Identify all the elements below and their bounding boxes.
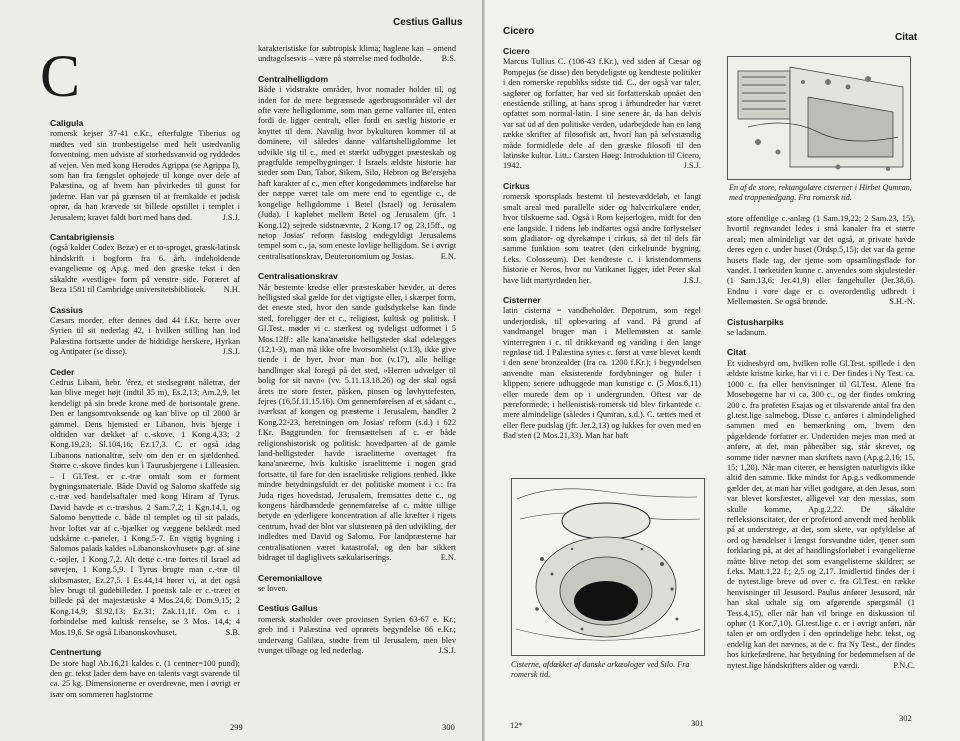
entry-body: (også kaldet Codex Bezæ) er et to-sproget, græsk-latinsk håndskrift i bogform fra 6. årh. indeholdende evangelierne og Ap.g. med den græske tekst i den såkaldte »vestlige« form på venstre side. Foræret af Beza 1581 til Cambridge universitetsbibliotek. bbox=[50, 243, 240, 295]
dictionary-entry bbox=[258, 44, 456, 65]
dictionary-entry bbox=[727, 347, 915, 671]
author-initials: E.N. bbox=[440, 251, 456, 261]
entry-text bbox=[727, 214, 915, 308]
figure-caption: En af de store, rektangulære cisterner i Hirbet Qumran, med trappenedgang. Fra romersk tid. bbox=[729, 183, 912, 202]
dictionary-entry bbox=[50, 232, 240, 295]
dictionary-entry bbox=[727, 317, 915, 339]
entry-text bbox=[503, 306, 701, 441]
left-column-1 bbox=[50, 118, 240, 709]
dictionary-entry bbox=[503, 181, 701, 286]
running-head-right: Citat bbox=[895, 32, 918, 43]
author-initials: N.H. bbox=[223, 285, 240, 295]
figure-caption: Cisterne, afdækket af danske arkæologer ved Silo. Fra romersk tid. bbox=[511, 660, 690, 679]
entry-text bbox=[258, 283, 456, 564]
entry-text bbox=[727, 359, 915, 671]
entry-headword: Centralisationskrav bbox=[258, 271, 338, 282]
entry-text bbox=[258, 584, 456, 594]
right-column-2 bbox=[727, 214, 915, 680]
dictionary-entry bbox=[50, 118, 240, 223]
author-initials: E.N. bbox=[440, 553, 456, 563]
cistern-drawing-icon bbox=[512, 479, 704, 655]
entry-body: romersk kejser 37-41 e.Kr., efterfulgte Tiberius og mødtes ved sin tronbestigelse med helt usædvanlig forventning, men udviste af storhedsvanvid og ryddedes af vejen. Ven med kong Herodes Agrippa (se Agrippa I), som han fra fængslet ophøjede til konge over dele af Palæstina, og af hvem han påvirkedes til gunst for jøderne. Han var på grænsen til at fremkalde et jødisk oprør, da han krævede sit billede opstillet i templet i Jerusalem; kravet faldt bort med hans død. bbox=[50, 129, 240, 222]
entry-headword: Centnertung bbox=[50, 647, 102, 658]
entry-body: Både i vidstrakte områder, hvor nomader holder til, og inden for de mere begrænsede agerbrugsområder vil der ofte være helligdomme, som man gerne valfarter til, enten fordi de ligger centralt, eller fordi en særlig historie er knyttet til dem. Navnlig hvor bykulturen kommer til at dominere, vil således danne valfartshelligdomme let udvikle sig til c., med et stærkt udbygget præsteskab og pragtfulde tempelbygninger. I Israels ældste historie har steder som Dan, Tabor, Sikem, Silo, Hebron og Be'ersjeba haft karakter af c., men efter kongedømmets indførelse har der næppe været tale om mere end to egentlige c., de kongelige helligdomme i Betel (Israel) og Jerusalem (Juda). I kapløbet mellem Betel og Jerusalem (jfr. 1 Kong.12) sejrede sidstnævnte, 2 Kong.17 og 23,15ff., og netop Josias' reform fastslog endegyldigt Jerusalems tempel som c., ja, som eneste lovlige helligdom. Se i øvrigt centralisationskrav, Deuteronomium og Josias. bbox=[258, 85, 456, 261]
entry-body: store offentlige c.-anlæg (1 Sam.19,22; 2 Sam.23, 15), hvortil regnvandet ledes i små kanaler fra et større areal; men almindeligt var det også, at private havde deres egen c. under huset (Ordsp.5,15); det var da gerne husets flade tag, der tjente som opsamlingsflade for vandet. I tørketiden kunne c. anvendes som skjulesteder (1 Sam.13,6; Jer.41,9) eller fangehuller (Jer.38,6). Endnu i vore dage er c. overordentlig udbredt i Mellemøsten. Se også brønde. bbox=[727, 214, 915, 307]
entry-headword: Ceremoniallove bbox=[258, 572, 322, 583]
entry-headword: Cirkus bbox=[503, 180, 530, 191]
entry-body: se ladanum. bbox=[727, 328, 767, 338]
author-initials: J.S.J. bbox=[683, 275, 701, 285]
entry-headword: Cantabrigiensis bbox=[50, 232, 115, 243]
entry-headword: Centralhelligdom bbox=[258, 73, 329, 84]
entry-body: Marcus Tullius C. (106-43 f.Kr.), ved siden af Cæsar og Pompejus (se disse) den betydeligste og kendteste politiker i den romerske republiks sidste tid. C., der også var taler, sagfører og forfatter, har ved sit forfatterskab opnået den enestående stilling, at hans sprog i århundreder har været opfattet som normal-latin. I sine senere år, da han delvis var sat ud af den politiske verden, udarbejdede han en lang række skrifter af filosofisk art, hvori han på selvstændig måde formidlede dele af den græske filosofi til den latinske kultur. Litt.: Carsten Høeg: Introduktion til Cicero, 1942. bbox=[503, 57, 701, 171]
entry-text bbox=[50, 243, 240, 295]
dictionary-entry bbox=[258, 603, 456, 656]
right-page bbox=[485, 0, 960, 741]
entry-headword: Cassius bbox=[50, 304, 83, 315]
author-initials: J.S.J. bbox=[683, 161, 701, 171]
entry-body: karakteristiske for subtropisk klima; haglene kan – omend undtagelsesvis – være på størrelse med fodbolde. bbox=[258, 44, 456, 64]
entry-text bbox=[50, 316, 240, 358]
author-initials: J.S.J. bbox=[222, 212, 240, 222]
dictionary-entry bbox=[258, 271, 456, 563]
right-column-1 bbox=[503, 46, 701, 451]
entry-body: Cæsars morder, efter dennes død 44 f.Kr. herre over Syrien til sit nederlag 42, i hvilken stilling han lod Palæstina fortsætte under de hidtidige herskere, Hyrkan og Antipater (se disse). bbox=[50, 315, 240, 357]
qumran-cistern-illustration bbox=[727, 56, 911, 180]
entry-body: Et vidnesbyrd om, hvilken rolle Gl.Test. spillede i den ældste kristne kirke, har vi i c. Der findes i Ny Test. ca. 1000 c. fra eller henvisninger til Gl.Test. Alene fra Mosebøgerne har vi ca. 300 c., og der findes omkring 200 c. fra profeten Esajas og et tilsvarende antal fra den gl.test.lige salmebog. Disse c. anføres i almindelighed sammen med en bemærkning om, hvem den pågældende forfatter er. Undertiden mejes man med at anføre, at det, man påberåber sig, står skrevet, og somme tider nævner man skriftets navn (Ap.g.2,16; 15, 15; 1,20). Når man citerer, er hensigten naturligvis ikke altid den samme. Ikke mindst for Ap.g.s vedkommende gælder det, at man har villet godtgøre, at den Jesus, som var blevet korsfæstet, alligevel var den messias, som skulle komme, Ap.g.2,22. De såkaldte refleksionscitater, der er profetord anvendt med henblik på at understrege, at det, som skete, var opfyldelse af ord og hændelser i længst forsvundne tider, tjener som forklaring på, at det af handlingsforløbet i evangelierne måtte blive netop det som evangelisterne skildrer; se f.eks. Matt.1,22 f.; 2,5 og 2,17. Imidlertid findes der i de nytest.lige breve ud over c. fra Gl.Test. en række henvisninger til Jesusord. Paulus anfører Jesusord, når han skal udtale sig om afgørende spørgsmål (1 Tess.4,15), eller når han vil bringe en diskussion til ophør (1 Kor.7,10). Gl.test.lige c. er i øvrigt anført, når talen er om ordlyden i den oprindelige hebr. tekst, og endelig kan det nævnes, at de c. fra Ny Test., der findes hos kirkefædrene, har betydning for bedømmelsen af de nytest.lige håndskrifters alder og værdi. bbox=[727, 358, 915, 670]
author-initials: B.S. bbox=[441, 54, 456, 64]
author-initials: J.S.J. bbox=[438, 645, 456, 655]
entry-text bbox=[727, 328, 915, 338]
entry-body: romersk sportsplads bestemt til hestevæddeløb, et langt smalt areal med parallelle sider og halvcirkulære ender, hvor tilskuerne sad. Også i Rom kejserlogen, midt for den ene langside. I tidens løb indførtes også andre forlystelser som gladiator- og dyrekampe i cirkus, så det til dels får samme funktion som teatret (den cirkelrunde bygning, f.eks. Colosseum). Det kendteste c. i kristendommens historie er Neros, hvor nu Vatikanet ligger, idet Peter skal have lidt martyrdøden her. bbox=[503, 192, 701, 285]
page-number: 299 bbox=[230, 722, 243, 732]
entry-headword: Cistusharpiks bbox=[727, 316, 784, 327]
dictionary-entry bbox=[503, 46, 701, 172]
author-initials: J.S.J. bbox=[222, 347, 240, 357]
entry-body: De store hagl Ab.16,21 kaldes c. (1 centner=100 pund); den gr. tekst lader dem have en talents vægt svarende til ca. 25 kg. Dimensionerne er overdrevne, men i øvrigt er især om sommeren haglstorme bbox=[50, 658, 240, 699]
dictionary-entry bbox=[50, 305, 240, 358]
entry-text bbox=[503, 192, 701, 286]
page-number: 301 bbox=[691, 718, 704, 728]
entry-headword: Cisterner bbox=[503, 294, 541, 305]
signature-mark: 12* bbox=[510, 720, 523, 730]
dictionary-entry bbox=[258, 74, 456, 262]
entry-text bbox=[50, 659, 240, 701]
running-head-left: Cicero bbox=[503, 26, 535, 37]
entry-headword: Cicero bbox=[503, 46, 530, 56]
entry-text bbox=[503, 57, 701, 171]
dictionary-entry bbox=[50, 647, 240, 700]
entry-headword: Ceder bbox=[50, 366, 75, 377]
dictionary-entry bbox=[727, 214, 915, 308]
dictionary-entry bbox=[258, 573, 456, 595]
entry-headword: Citat bbox=[727, 347, 747, 358]
page-number: 302 bbox=[899, 713, 912, 723]
author-initials: S.H.-N. bbox=[889, 297, 915, 307]
entry-body: se loven. bbox=[258, 583, 288, 593]
entry-body: Når bestemte kredse eller præsteskaber hævder, at deres helligsted skal gælde for det vigtigste eller, i skærpet form, det eneste sted, hvor den sande gudsdyrkelse kan finde sted, foreligger der et c., religiøst, kultisk og politisk. I Gl.Test. møder vi c. stærkest og tydeligst udformet i 5 Mos.12ff.: alle kana'anæiske helligsteder skal ødelægges (12,1-3), man må ikke ofre hvorsomhelst (v.13), ikke give tiende i de byer, hvor man bor (v.17), alle hellige handlinger skal foregå på det sted, »Herren udvælger til bolig for sit navn« (vv. 5.11.13.18.26) og der skal også årets tre store fester, påsken, pinsen og løvhyttefesten, fejres (16,5f.11.15.16). Om gennemførelsen af et sådant c., iværksat af kongen og præsterne i Jerusalem, handler 2 Kong.22-23, beretningen om Josias' reform (s.d.) i 622 f.Kr. Baggrunden for fremsættelsen af c. er både religionshistorisk og politisk: hovedparten af de gamle land-helligsteder havde israelitterne overtaget fra kana'anæerne, hvis kultiske israelitterne i nogen grad fortsatte, til fare for den israelitiske religions renhed. Ikke mindre betydningsfuldt er det politiske moment i c.: fra Juda riges hovedstad, Jerusalem, fremsattes dette c., og kongens hårdhændede gennemførelse af c. måtte tillige betyde en yderligere koncentration af alle kræfter i rigets centrum, hvad der blot var slutstenen på den udvikling, der indledtes med David og Salomo. For landpræsterne har centralisationen været katastrofal, og den har sikkert bidraget til dagliglivets sækulariserings. bbox=[258, 282, 456, 563]
entry-text bbox=[258, 85, 456, 262]
author-initials: P.N.C. bbox=[893, 660, 915, 670]
running-head: Cestius Gallus bbox=[393, 17, 463, 28]
left-column-2 bbox=[258, 44, 456, 665]
cistern-illustration bbox=[511, 478, 705, 656]
dictionary-entry bbox=[50, 367, 240, 639]
entry-text bbox=[258, 44, 456, 65]
dictionary-entry bbox=[503, 295, 701, 442]
author-initials: S.B. bbox=[225, 627, 240, 637]
entry-headword: Caligula bbox=[50, 118, 84, 128]
entry-text bbox=[50, 129, 240, 223]
entry-body: Cedrus Libani, hebr. 'érez, et stedsegrønt nåletræ, der kan blive meget højt (indtil 35 m), Es.2,13; Am.2,9, let kendeligt på sin brede krone med de horisontale grene. Den er langsomtvoksende og kan blive op til 2000 år gammel. Dens hjemsted er Libanon, hvis bjerge i oldtiden var dækket af c.-skove. 1 Kong.4,33; 2 Kong.19,23; Sl.104,16; Ez.17,3. C. er også idag Libanons nationaltræ, selv om den er en sjældenhed. Større c.-skove findes kun i Taurusbjergene i Lilleasien. – I Gl.Test. er c.-træ omtalt som et forment bygningsmateriale. Både David og Salomo skaffede sig c.-træ ved handelsaftaler med kong Hiram af Tyrus. David havde et c.-træshus. 2 Sam.7,2; 1 Kgn.14,1, og Salomo benyttede c. både til templet og til sit palads, hvor loftet var af c.-bjælker og væggene beklædt med udskårne c.-paneler, 1 Kong.5-7. En vigtig bygning i Salomos palads kaldes »Libanonskovhuset« p.gr. af sine c.-søjler, 1 Kong.7,2. Alt dette c.-træ førtes til Israel ad søvejen, 1 Kong.5,9. I Tyrus brugte man c.-træ til skibsmaster, Ez.27,5. I Es.44,14 hører vi, at det også blev brugt til gudebilleder. I poetisk tale er c.-træet et billede på det majestætiske 4 Mos.24,6; Dom.9,15; 2 Kong.14,9; Sl.92,13; Ez.31; Zak.11,1f. Om c. i forbindelse med kultisk renselse, se 3 Mos. 14,4; 4 Mos.19,6. Se også Libanonskovhuset. bbox=[50, 377, 240, 637]
page-number: 300 bbox=[442, 722, 455, 732]
entry-body: romersk statholder over provinsen Syrien 63-67 e. Kr.; greb ind i Palæstina ved oprørets begyndelse 66 e.Kr.; undervang Galilæa, stødte frem til Jerusalem, men blev tvunget tilbage og led nederlag. bbox=[258, 614, 456, 655]
entry-text bbox=[50, 378, 240, 638]
qumran-drawing-icon bbox=[728, 57, 910, 179]
entry-headword: Cestius Gallus bbox=[258, 603, 318, 614]
section-letter: C bbox=[40, 43, 81, 109]
entry-body: latin cisterna = vandbeholder. Depotrum, som regel underjordisk, til opbevaring af vand. På grund af vandmangel bruger man i Mellemøsten at samle vinterregnen i c. til drikkevand og vanding i den lange regnløse tid. I Palæstina synes c. først at være blevet kendt i den sene bronzealder (fra ca. 1200 f.Kr.); i begyndelsen anvendte man eksisterende fordybninger og huler i klippen; senere udhuggede man kunstige c. (5 Mos.6,11) eller murede dem op i undergrunden. Oftest var de pæreformede; i hellenistisk-romersk tid blev firkantede c. mere almindelige (således i Qumran, s.d.). C. tættes med et eller flere pudslag (jfr. Jer.2,13) og lukkes for oven med en flad sten (2 Mos.21,33). Man har haft bbox=[503, 306, 701, 441]
entry-text bbox=[258, 615, 456, 657]
